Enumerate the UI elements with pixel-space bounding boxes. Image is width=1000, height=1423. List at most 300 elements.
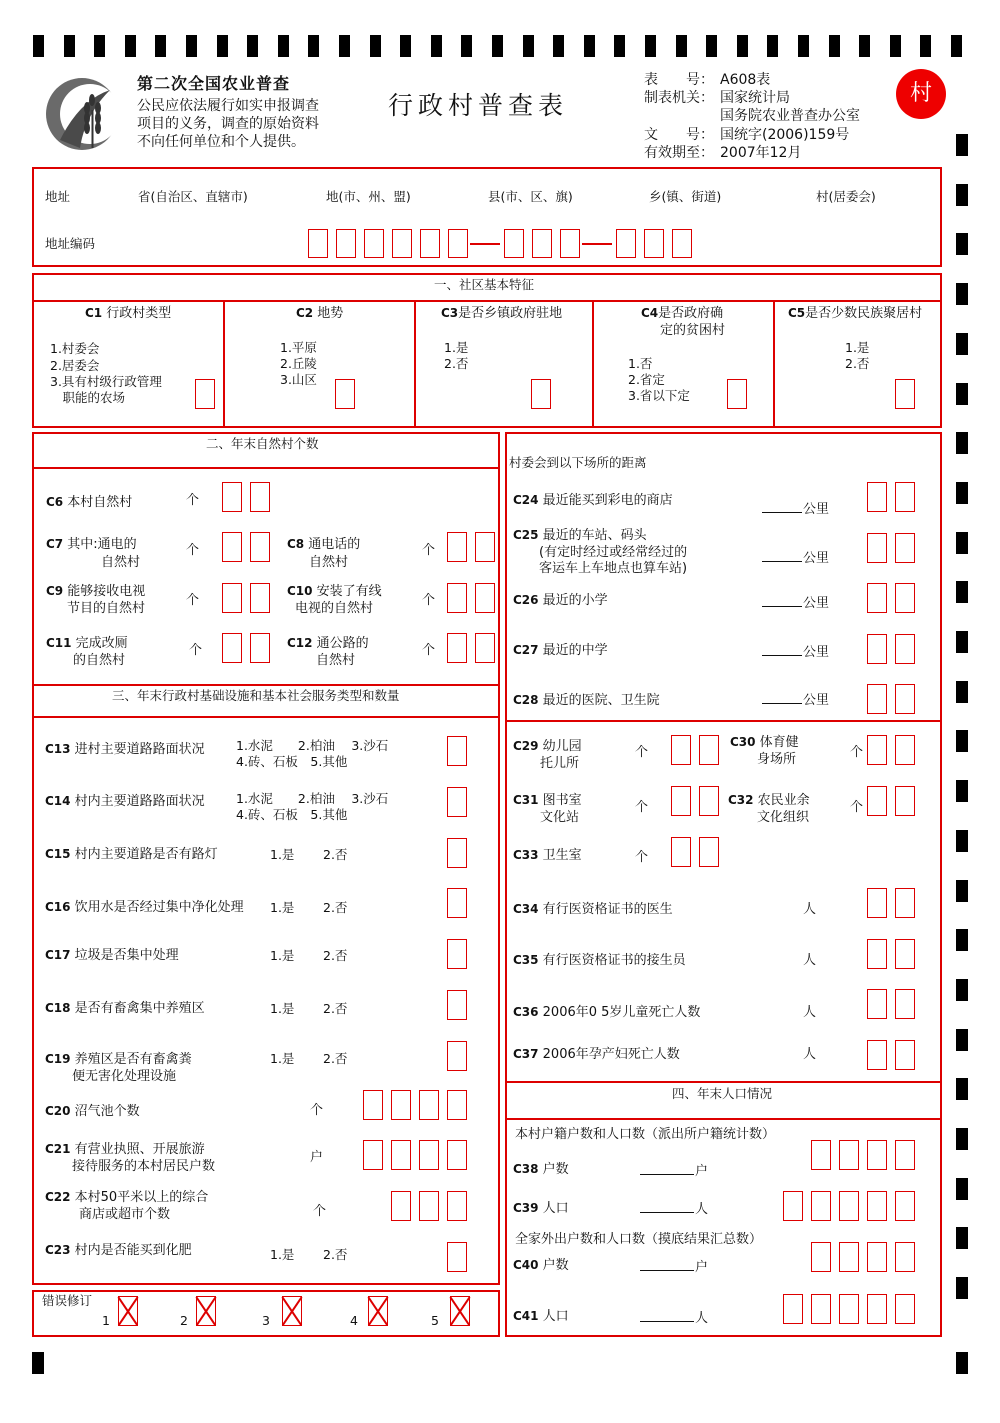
timing-mark	[767, 35, 778, 57]
timing-mark	[584, 35, 595, 57]
timing-mark	[956, 482, 968, 504]
unit-label: 个	[186, 543, 200, 558]
timing-mark	[890, 35, 901, 57]
c2-entry-box[interactable]	[335, 379, 355, 409]
c29-label: C29 幼儿园	[513, 739, 582, 754]
section-2-title: 二、年末自然村个数	[206, 436, 319, 451]
c25-label-line3: 客运车上车地点也算车站)	[539, 561, 688, 576]
c27-label: C27 最近的中学	[513, 643, 608, 658]
c2-option: 1.平原	[280, 340, 317, 355]
c39-entry-box[interactable]	[839, 1191, 859, 1221]
error-number: 2	[180, 1313, 188, 1328]
timing-mark	[956, 830, 968, 852]
c34-entry-box[interactable]	[895, 888, 915, 918]
c14-options-1: 1.水泥 2.柏油 3.沙石	[236, 791, 389, 806]
timing-mark	[461, 35, 472, 57]
option-no: 2.否	[323, 900, 348, 915]
c31-entry-box[interactable]	[699, 786, 719, 816]
error-correction-box[interactable]	[282, 1296, 302, 1326]
unit-label: 个	[635, 800, 649, 815]
option-no: 2.否	[323, 948, 348, 963]
township-label: 乡(镇、街道)	[649, 189, 722, 204]
household-registry-subtitle: 本村户籍户数和人口数（派出所户籍统计数）	[515, 1127, 776, 1142]
timing-mark	[94, 35, 105, 57]
error-number: 1	[102, 1313, 110, 1328]
c12-label: C12 通公路的	[287, 636, 369, 651]
c21-entry-box[interactable]	[391, 1140, 411, 1170]
timing-mark	[370, 35, 381, 57]
c20-entry-box[interactable]	[363, 1090, 383, 1120]
unit-label: 个	[850, 745, 864, 760]
option-yes: 1.是	[270, 900, 295, 915]
timing-mark	[676, 35, 687, 57]
c11-label-line2: 的自然村	[73, 653, 126, 668]
timing-mark	[32, 1352, 44, 1374]
timing-mark	[492, 35, 503, 57]
timing-mark	[956, 1352, 968, 1374]
c10-entry-box[interactable]	[447, 583, 467, 613]
document-number: 国统字(2006)159号	[720, 127, 850, 143]
c23-label: C23 村内是否能买到化肥	[45, 1243, 192, 1258]
confidentiality-notice-2: 项目的义务，调查的原始资料	[137, 116, 319, 132]
c4-option: 3.省以下定	[628, 388, 690, 403]
error-correction-label: 错误修订	[42, 1293, 93, 1308]
issuing-org-1: 国家统计局	[720, 90, 790, 106]
address-code-box[interactable]	[644, 229, 664, 258]
timing-mark	[614, 35, 625, 57]
timing-mark	[155, 35, 166, 57]
c30-label: C30 体育健	[730, 735, 799, 750]
timing-mark	[829, 35, 840, 57]
document-number-label: 文 号：	[644, 127, 714, 143]
distance-unit: 公里	[762, 691, 829, 709]
c3-option: 1.是	[444, 340, 469, 355]
c35-entry-box[interactable]	[895, 939, 915, 969]
divider	[592, 300, 594, 428]
c38-label: C38 户数	[513, 1162, 569, 1177]
c9-entry-box[interactable]	[222, 583, 242, 613]
c13-label: C13 进村主要道路路面状况	[45, 742, 205, 757]
address-code-box[interactable]	[420, 229, 440, 258]
option-no: 2.否	[323, 847, 348, 862]
address-code-box[interactable]	[392, 229, 412, 258]
divider	[32, 716, 500, 718]
c40-label: C40 户数	[513, 1258, 569, 1273]
c5-option: 1.是	[845, 340, 870, 355]
c17-entry-box[interactable]	[447, 939, 467, 969]
c9-label-line2: 节目的自然村	[67, 601, 146, 616]
c38-entry-box[interactable]	[839, 1140, 859, 1170]
unit-label: 人	[640, 1200, 708, 1218]
c26-label: C26 最近的小学	[513, 593, 608, 608]
c38-entry-box[interactable]	[811, 1140, 831, 1170]
c41-entry-box[interactable]	[839, 1294, 859, 1324]
option-yes: 1.是	[270, 1247, 295, 1262]
c28-entry-box[interactable]	[895, 684, 915, 714]
issuing-org-2: 国务院农业普查办公室	[720, 108, 860, 124]
timing-mark	[956, 184, 968, 206]
c12-entry-box[interactable]	[475, 633, 495, 663]
address-code-dash	[582, 243, 612, 245]
address-code-box[interactable]	[448, 229, 468, 258]
c20-entry-box[interactable]	[447, 1090, 467, 1120]
unit-label: 人	[803, 1047, 817, 1062]
c6-label: C6 本村自然村	[46, 495, 133, 510]
village-stamp: 村	[896, 69, 946, 119]
c39-entry-box[interactable]	[867, 1191, 887, 1221]
c33-entry-box[interactable]	[699, 837, 719, 867]
c10-entry-box[interactable]	[475, 583, 495, 613]
c7-entry-box[interactable]	[250, 532, 270, 562]
c32-entry-box[interactable]	[867, 786, 887, 816]
valid-until: 2007年12月	[720, 145, 802, 161]
c27-entry-box[interactable]	[867, 634, 887, 664]
timing-mark	[859, 35, 870, 57]
c11-entry-box[interactable]	[222, 633, 242, 663]
c31-label: C31 图书室	[513, 793, 582, 808]
c30-entry-box[interactable]	[895, 735, 915, 765]
c10-label: C10 安装了有线	[287, 584, 382, 599]
timing-mark	[217, 35, 228, 57]
timing-mark	[33, 35, 44, 57]
c41-entry-box[interactable]	[783, 1294, 803, 1324]
c13-entry-box[interactable]	[447, 736, 467, 766]
c20-label: C20 沼气池个数	[45, 1104, 140, 1119]
timing-mark	[956, 1078, 968, 1100]
c21-entry-box[interactable]	[363, 1140, 383, 1170]
divider	[505, 720, 942, 722]
c30-entry-box[interactable]	[867, 735, 887, 765]
timing-mark	[956, 631, 968, 653]
c33-entry-box[interactable]	[671, 837, 691, 867]
c28-label: C28 最近的医院、卫生院	[513, 693, 660, 708]
valid-until-label: 有效期至：	[644, 145, 714, 161]
timing-mark	[400, 35, 411, 57]
c15-entry-box[interactable]	[447, 838, 467, 868]
c18-label: C18 是否有畜禽集中养殖区	[45, 1001, 205, 1016]
c22-label: C22 本村50平米以上的综合	[45, 1190, 209, 1205]
c21-label: C21 有营业执照、开展旅游	[45, 1142, 205, 1157]
address-section	[32, 167, 942, 267]
unit-label: 个	[189, 643, 203, 658]
distance-unit: 公里	[762, 500, 829, 518]
unit-label: 人	[640, 1309, 708, 1327]
error-number: 4	[350, 1313, 358, 1328]
c39-entry-box[interactable]	[783, 1191, 803, 1221]
c21-entry-box[interactable]	[447, 1140, 467, 1170]
c40-entry-box[interactable]	[839, 1242, 859, 1272]
section-1-title: 一、社区基本特征	[434, 277, 535, 292]
c39-label: C39 人口	[513, 1201, 569, 1216]
timing-mark	[956, 1128, 968, 1150]
divider	[414, 300, 416, 428]
timing-mark	[956, 1178, 968, 1200]
c5-option: 2.否	[845, 356, 870, 371]
c34-entry-box[interactable]	[867, 888, 887, 918]
c9-entry-box[interactable]	[250, 583, 270, 613]
c29-label-line2: 托儿所	[540, 756, 580, 771]
timing-mark	[956, 532, 968, 554]
c24-entry-box[interactable]	[867, 482, 887, 512]
timing-mark	[956, 134, 968, 156]
timing-mark	[956, 780, 968, 802]
timing-mark	[951, 35, 962, 57]
c4-question-line2: 定的贫困村	[660, 323, 726, 338]
c5-question: C5是否少数民族聚居村	[788, 306, 923, 321]
error-correction-box[interactable]	[118, 1296, 138, 1326]
timing-mark	[186, 35, 197, 57]
c16-entry-box[interactable]	[447, 888, 467, 918]
c37-entry-box[interactable]	[895, 1040, 915, 1070]
c19-label-line2: 便无害化处理设施	[72, 1069, 177, 1084]
c11-entry-box[interactable]	[250, 633, 270, 663]
address-code-box[interactable]	[616, 229, 636, 258]
error-correction-box[interactable]	[196, 1296, 216, 1326]
unit-label: 个	[310, 1103, 324, 1118]
c30-label-line2: 身场所	[757, 752, 797, 767]
c25-entry-box[interactable]	[895, 533, 915, 563]
section-1-frame	[32, 273, 942, 428]
c24-label: C24 最近能买到彩电的商店	[513, 493, 673, 508]
timing-mark	[956, 333, 968, 355]
c38-entry-box[interactable]	[895, 1140, 915, 1170]
c28-entry-box[interactable]	[867, 684, 887, 714]
distance-title: 村委会到以下场所的距离	[509, 455, 647, 470]
c34-label: C34 有行医资格证书的医生	[513, 902, 673, 917]
address-code-box[interactable]	[672, 229, 692, 258]
c20-entry-box[interactable]	[419, 1090, 439, 1120]
c38-entry-box[interactable]	[867, 1140, 887, 1170]
option-yes: 1.是	[270, 1001, 295, 1016]
error-correction-box[interactable]	[450, 1296, 470, 1326]
c6-entry-box[interactable]	[250, 482, 270, 512]
option-yes: 1.是	[270, 847, 295, 862]
form-number: A608表	[720, 72, 771, 88]
c40-entry-box[interactable]	[811, 1242, 831, 1272]
c21-entry-box[interactable]	[419, 1140, 439, 1170]
c29-entry-box[interactable]	[671, 735, 691, 765]
census-org-title: 第二次全国农业普查	[137, 74, 291, 93]
distance-unit: 公里	[762, 643, 829, 661]
c8-entry-box[interactable]	[475, 532, 495, 562]
c4-question: C4是否政府确	[641, 306, 724, 321]
timing-mark	[523, 35, 534, 57]
c36-label: C36 2006年0 5岁儿童死亡人数	[513, 1005, 701, 1020]
c11-label: C11 完成改厕	[46, 636, 128, 651]
c32-entry-box[interactable]	[895, 786, 915, 816]
option-no: 2.否	[323, 1247, 348, 1262]
c35-entry-box[interactable]	[867, 939, 887, 969]
distance-unit: 公里	[762, 594, 829, 612]
c25-label: C25 最近的车站、码头	[513, 528, 647, 543]
c22-entry-box[interactable]	[391, 1191, 411, 1221]
unit-label: 户	[310, 1150, 324, 1165]
unit-label: 个	[850, 800, 864, 815]
error-number: 3	[262, 1313, 270, 1328]
c7-entry-box[interactable]	[222, 532, 242, 562]
c37-label: C37 2006年孕产妇死亡人数	[513, 1047, 680, 1062]
timing-mark	[706, 35, 717, 57]
unit-label: 户	[640, 1258, 708, 1276]
address-label: 地址	[45, 189, 71, 204]
c1-entry-box[interactable]	[195, 379, 215, 409]
timing-mark	[956, 979, 968, 1001]
c4-entry-box[interactable]	[727, 379, 747, 409]
section-3-title: 三、年末行政村基础设施和基本社会服务类型和数量	[112, 688, 400, 703]
c19-entry-box[interactable]	[447, 1041, 467, 1071]
prefecture-label: 地(市、州、盟)	[326, 189, 411, 204]
divider	[32, 467, 500, 469]
timing-mark	[956, 1277, 968, 1299]
unit-label: 个	[422, 643, 436, 658]
c25-entry-box[interactable]	[867, 533, 887, 563]
c2-option: 3.山区	[280, 372, 317, 387]
option-yes: 1.是	[270, 948, 295, 963]
c14-entry-box[interactable]	[447, 787, 467, 817]
c1-option: 职能的农场	[50, 390, 126, 405]
c16-label: C16 饮用水是否经过集中净化处理	[45, 900, 244, 915]
unit-label: 人	[803, 1005, 817, 1020]
village-label: 村(居委会)	[816, 189, 876, 204]
c31-label-line2: 文化站	[540, 810, 580, 825]
c37-entry-box[interactable]	[867, 1040, 887, 1070]
timing-mark	[956, 581, 968, 603]
c3-question: C3是否乡镇政府驻地	[441, 306, 563, 321]
c27-entry-box[interactable]	[895, 634, 915, 664]
c3-entry-box[interactable]	[531, 379, 551, 409]
timing-mark	[956, 283, 968, 305]
unit-label: 个	[635, 850, 649, 865]
c41-entry-box[interactable]	[867, 1294, 887, 1324]
c26-entry-box[interactable]	[867, 583, 887, 613]
c31-entry-box[interactable]	[671, 786, 691, 816]
divider	[32, 300, 942, 302]
timing-mark	[798, 35, 809, 57]
c40-entry-box[interactable]	[895, 1242, 915, 1272]
c26-entry-box[interactable]	[895, 583, 915, 613]
timing-mark	[278, 35, 289, 57]
timing-mark	[64, 35, 75, 57]
timing-mark	[956, 730, 968, 752]
c35-label: C35 有行医资格证书的接生员	[513, 953, 686, 968]
divider	[505, 1118, 942, 1120]
province-label: 省(自治区、直辖市)	[138, 189, 248, 204]
c36-entry-box[interactable]	[895, 989, 915, 1019]
form-title: 行政村普查表	[388, 91, 569, 120]
timing-mark	[956, 880, 968, 902]
c41-label: C41 人口	[513, 1309, 569, 1324]
c40-entry-box[interactable]	[867, 1242, 887, 1272]
c8-label: C8 通电话的	[287, 537, 361, 552]
c8-label-line2: 自然村	[309, 555, 349, 570]
c1-option: 3.具有村级行政管理	[50, 374, 162, 389]
c2-option: 2.丘陵	[280, 356, 317, 371]
timing-mark	[308, 35, 319, 57]
timing-mark	[431, 35, 442, 57]
address-code-dash	[470, 243, 500, 245]
option-no: 2.否	[323, 1051, 348, 1066]
c1-option: 1.村委会	[50, 341, 100, 356]
c17-label: C17 垃圾是否集中处理	[45, 948, 179, 963]
divider	[32, 684, 500, 686]
c32-label: C32 农民业余	[728, 793, 810, 808]
c19-label: C19 养殖区是否有畜禽粪	[45, 1052, 192, 1067]
c14-options-2: 4.砖、石板 5.其他	[236, 807, 348, 822]
c20-entry-box[interactable]	[391, 1090, 411, 1120]
section-4-title: 四、年末人口情况	[672, 1086, 773, 1101]
c8-entry-box[interactable]	[447, 532, 467, 562]
migrant-subtitle: 全家外出户数和人口数（摸底结果汇总数）	[515, 1232, 763, 1247]
c21-label-line2: 接待服务的本村居民户数	[72, 1159, 216, 1174]
c41-entry-box[interactable]	[811, 1294, 831, 1324]
timing-mark	[956, 233, 968, 255]
c36-entry-box[interactable]	[867, 989, 887, 1019]
timing-mark	[956, 383, 968, 405]
c12-entry-box[interactable]	[447, 633, 467, 663]
c39-entry-box[interactable]	[811, 1191, 831, 1221]
distance-unit: 公里	[762, 549, 829, 567]
form-number-label: 表 号：	[644, 72, 714, 88]
census-logo	[40, 70, 130, 160]
unit-label: 个	[422, 593, 436, 608]
c3-option: 2.否	[444, 356, 469, 371]
unit-label: 个	[186, 593, 200, 608]
c22-label-line2: 商店或超市个数	[79, 1207, 171, 1222]
error-correction-box[interactable]	[368, 1296, 388, 1326]
address-code-box[interactable]	[364, 229, 384, 258]
address-code-box[interactable]	[504, 229, 524, 258]
unit-label: 户	[640, 1162, 708, 1180]
c39-entry-box[interactable]	[895, 1191, 915, 1221]
c22-entry-box[interactable]	[419, 1191, 439, 1221]
timing-mark	[339, 35, 350, 57]
unit-label: 个	[635, 745, 649, 760]
address-code-box[interactable]	[336, 229, 356, 258]
c25-label-line2: (有定时经过或经常经过的	[539, 545, 688, 560]
c41-entry-box[interactable]	[895, 1294, 915, 1324]
unit-label: 人	[803, 902, 817, 917]
divider	[505, 1081, 942, 1083]
divider	[773, 300, 775, 428]
c32-label-line2: 文化组织	[757, 810, 810, 825]
c1-question: C1 行政村类型	[85, 306, 172, 321]
address-code-box[interactable]	[308, 229, 328, 258]
c13-options-1: 1.水泥 2.柏油 3.沙石	[236, 738, 389, 753]
timing-mark	[247, 35, 258, 57]
c12-label-line2: 自然村	[316, 653, 356, 668]
c9-label: C9 能够接收电视	[46, 584, 146, 599]
c5-entry-box[interactable]	[895, 379, 915, 409]
c7-label-line2: 自然村	[101, 555, 141, 570]
timing-mark	[956, 1029, 968, 1051]
c24-entry-box[interactable]	[895, 482, 915, 512]
c18-entry-box[interactable]	[447, 990, 467, 1020]
c15-label: C15 村内主要道路是否有路灯	[45, 847, 218, 862]
c6-entry-box[interactable]	[222, 482, 242, 512]
c33-label: C33 卫生室	[513, 848, 582, 863]
c29-entry-box[interactable]	[699, 735, 719, 765]
c23-entry-box[interactable]	[447, 1242, 467, 1272]
c4-option: 1.否	[628, 356, 653, 371]
timing-mark	[920, 35, 931, 57]
address-code-box[interactable]	[532, 229, 552, 258]
address-code-label: 地址编码	[45, 236, 96, 251]
option-no: 2.否	[323, 1001, 348, 1016]
c2-question: C2 地势	[296, 306, 344, 321]
c22-entry-box[interactable]	[447, 1191, 467, 1221]
error-number: 5	[431, 1313, 439, 1328]
address-code-box[interactable]	[560, 229, 580, 258]
